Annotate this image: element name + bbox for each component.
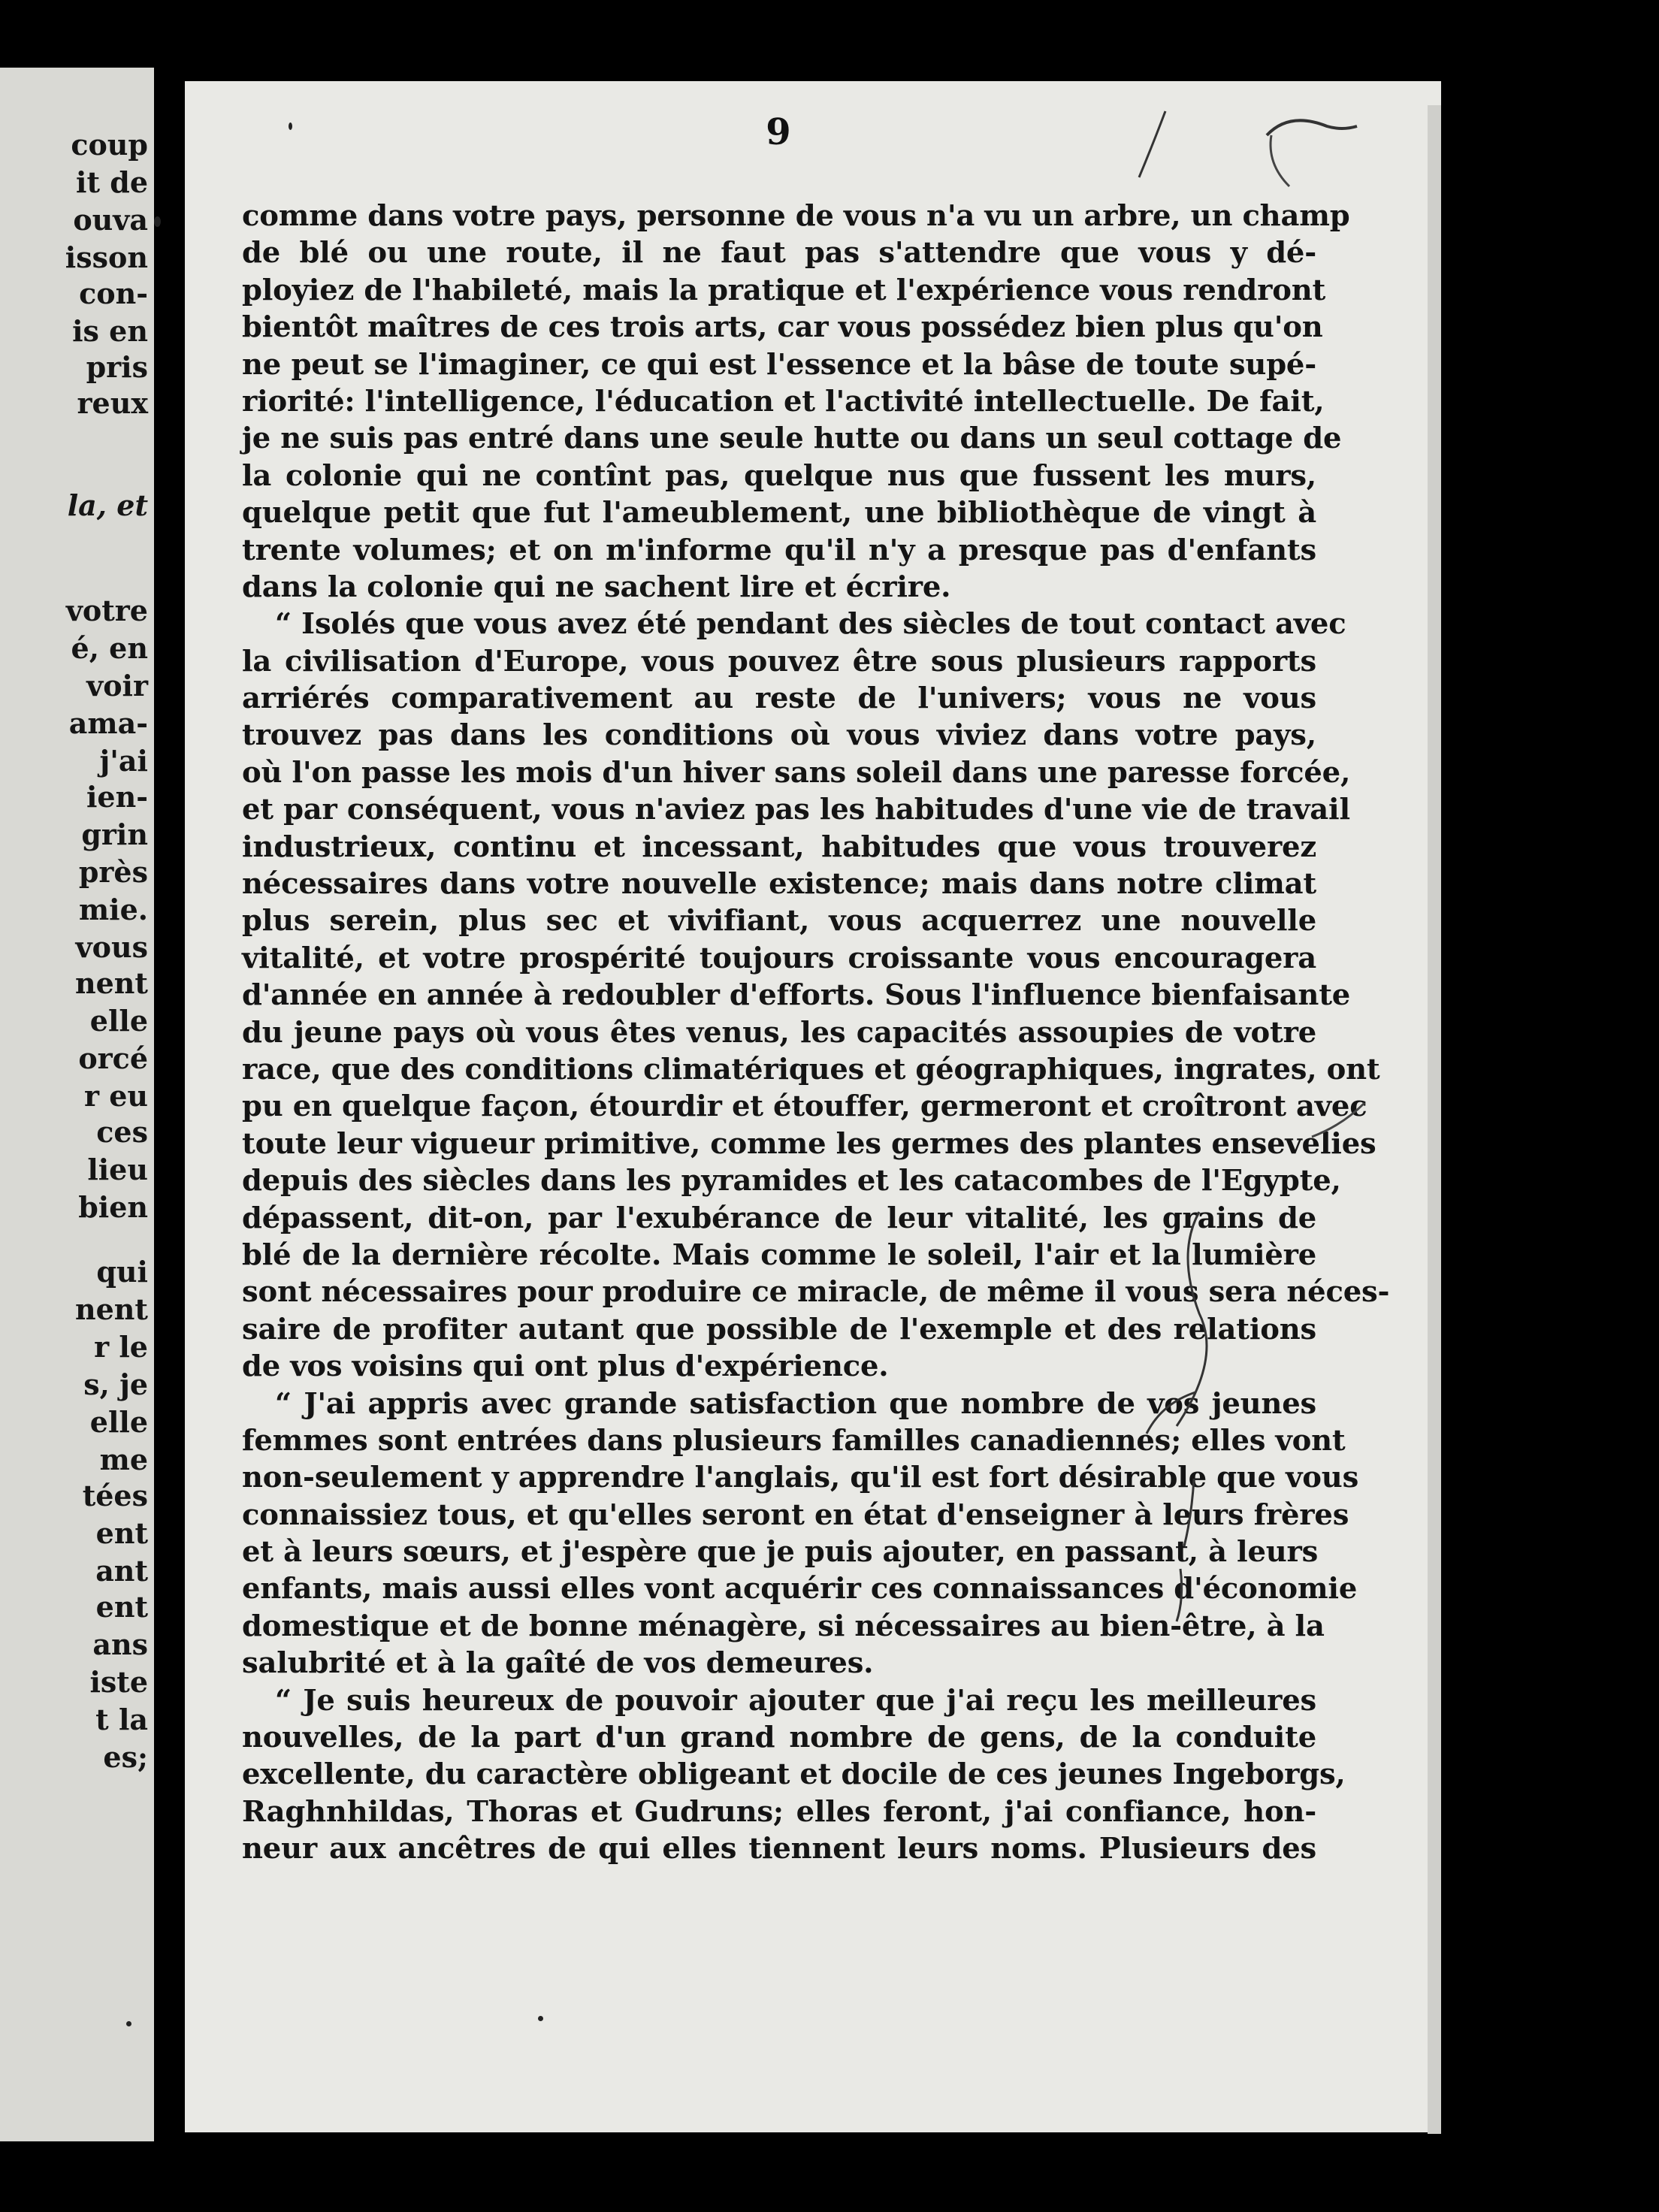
left-page-fragment: it de xyxy=(76,165,148,199)
left-page-fragment: nent xyxy=(75,1292,148,1326)
left-page-fragment: mie. xyxy=(78,893,148,926)
left-page-fragment: j'ai xyxy=(99,744,148,778)
page-number: 9 xyxy=(766,111,791,153)
text-line: nécessaires dans votre nouvelle existence; mais dans notre climat xyxy=(242,867,1316,902)
left-page-fragment: ama- xyxy=(68,706,148,740)
text-line: ployiez de l'habileté, mais la pratique et l'expérience vous rendront xyxy=(242,273,1326,307)
text-line: où l'on passe les mois d'un hiver sans soleil dans une paresse forcée, xyxy=(242,755,1351,790)
left-page-fragment: ien- xyxy=(86,780,148,814)
text-line: de vos voisins qui ont plus d'expérience. xyxy=(242,1349,889,1384)
text-line: dans la colonie qui ne sachent lire et écrire. xyxy=(242,570,951,604)
text-line: ne peut se l'imaginer, ce qui est l'essence et la bâse de toute supé- xyxy=(242,347,1316,382)
text-line: de blé ou une route, il ne faut pas s'attendre que vous y dé- xyxy=(242,236,1316,270)
left-page-fragment: voir xyxy=(86,669,148,703)
text-line: dépassent, dit-on, par l'exubérance de leur vitalité, les grains de xyxy=(242,1201,1316,1235)
text-line: salubrité et à la gaîté de vos demeures. xyxy=(242,1646,874,1681)
left-page-fragment: votre xyxy=(65,594,148,627)
left-page-fragment: ces xyxy=(96,1115,148,1149)
left-page-fragment: qui xyxy=(96,1255,148,1289)
left-page-fragment: lieu xyxy=(87,1153,148,1186)
left-page-fragment: reux xyxy=(77,386,148,420)
left-page-fragment: elle xyxy=(89,1405,148,1439)
text-line: la colonie qui ne contînt pas, quelque nus que fussent les murs, xyxy=(242,458,1316,493)
text-line: plus serein, plus sec et vivifiant, vous acquerrez une nouvelle xyxy=(242,904,1316,938)
text-line: “ Isolés que vous avez été pendant des siècles de tout contact avec xyxy=(275,607,1346,642)
text-line: race, que des conditions climatériques et géographiques, ingrates, ont xyxy=(242,1052,1380,1086)
left-page-fragment: me xyxy=(99,1443,148,1476)
left-facing-page xyxy=(0,68,154,2141)
left-page-fragment: ouva xyxy=(73,203,148,237)
text-line: trouvez pas dans les conditions où vous viviez dans votre pays, xyxy=(242,718,1316,753)
left-page-fragment: con- xyxy=(79,276,148,310)
left-page-fragment: elle xyxy=(89,1004,148,1038)
body-text xyxy=(242,198,1390,1868)
left-page-fragment: r le xyxy=(94,1330,148,1364)
left-page-fragment: ant xyxy=(95,1554,148,1588)
text-line: bientôt maîtres de ces trois arts, car vous possédez bien plus qu'on xyxy=(242,310,1323,345)
text-line: industrieux, continu et incessant, habitudes que vous trouverez xyxy=(242,830,1316,864)
text-line: domestique et de bonne ménagère, si nécessaires au bien-être, à la xyxy=(242,1609,1325,1643)
left-page-fragment: é, en xyxy=(71,631,148,665)
text-line: enfants, mais aussi elles vont acquérir ces connaissances d'économie xyxy=(242,1572,1358,1606)
left-page-fragment: tées xyxy=(82,1479,148,1512)
text-line: d'année en année à redoubler d'efforts. Sous l'influence bienfaisante xyxy=(242,978,1351,1013)
text-line: neur aux ancêtres de qui elles tiennent leurs noms. Plusieurs des xyxy=(242,1832,1316,1866)
text-line: trente volumes; et on m'informe qu'il n'y a presque pas d'enfants xyxy=(242,533,1316,567)
text-line: non-seulement y apprendre l'anglais, qu'il est fort désirable que vous xyxy=(242,1461,1359,1495)
margin-speck xyxy=(289,122,292,130)
text-line: blé de la dernière récolte. Mais comme le soleil, l'air et la lumière xyxy=(242,1237,1316,1272)
left-page-fragment: s, je xyxy=(83,1367,148,1401)
text-line: et par conséquent, vous n'aviez pas les habitudes d'une vie de travail xyxy=(242,793,1350,827)
text-line: “ J'ai appris avec grande satisfaction que nombre de vos jeunes xyxy=(275,1386,1316,1421)
text-line: excellente, du caractère obligeant et docile de ces jeunes Ingeborgs, xyxy=(242,1757,1346,1792)
text-line: du jeune pays où vous êtes venus, les capacités assoupies de votre xyxy=(242,1015,1316,1050)
text-line: je ne suis pas entré dans une seule hutte ou dans un seul cottage de xyxy=(242,422,1342,456)
left-page-fragment: nent xyxy=(75,966,148,1000)
text-line: Raghnhildas, Thoras et Gudruns; elles feront, j'ai confiance, hon- xyxy=(242,1794,1316,1829)
text-line: “ Je suis heureux de pouvoir ajouter que j'ai reçu les meilleures xyxy=(275,1683,1316,1718)
text-line: connaissiez tous, et qu'elles seront en état d'enseigner à leurs frères xyxy=(242,1497,1349,1532)
left-page-fragment: coup xyxy=(71,128,148,162)
text-line: la civilisation d'Europe, vous pouvez être sous plusieurs rapports xyxy=(242,644,1316,678)
right-page xyxy=(185,81,1441,2132)
text-line: saire de profiter autant que possible de l'exemple et des relations xyxy=(242,1312,1316,1346)
text-line: vitalité, et votre prospérité toujours croissante vous encouragera xyxy=(242,941,1316,975)
left-margin-speck xyxy=(154,216,161,227)
left-page-fragment: isson xyxy=(65,240,148,274)
left-page-fragment: vous xyxy=(75,930,148,964)
page-edge xyxy=(1428,105,1441,2134)
left-margin-speck xyxy=(126,2021,131,2026)
text-line: femmes sont entrées dans plusieurs familles canadiennes; elles vont xyxy=(242,1423,1346,1458)
text-line: et à leurs sœurs, et j'espère que je puis ajouter, en passant, à leurs xyxy=(242,1535,1319,1570)
text-line: toute leur vigueur primitive, comme les germes des plantes ensevelies xyxy=(242,1126,1376,1161)
text-line: nouvelles, de la part d'un grand nombre de gens, de la conduite xyxy=(242,1721,1316,1755)
text-line: depuis des siècles dans les pyramides et les catacombes de l'Egypte, xyxy=(242,1164,1341,1198)
left-page-fragment: es; xyxy=(103,1740,148,1774)
left-page-fragment: près xyxy=(78,855,148,889)
text-line: riorité: l'intelligence, l'éducation et l'activité intellectuelle. De fait, xyxy=(242,384,1325,419)
left-page-fragment: grin xyxy=(81,817,148,851)
left-page-fragment: ans xyxy=(92,1627,148,1661)
text-line: pu en quelque façon, étourdir et étouffer, germeront et croîtront avec xyxy=(242,1089,1367,1124)
left-page-fragment: la, et xyxy=(67,488,148,522)
text-line: comme dans votre pays, personne de vous n'a vu un arbre, un champ xyxy=(242,199,1350,233)
text-line: arriérés comparativement au reste de l'univers; vous ne vous xyxy=(242,681,1316,716)
left-page-fragment: is en xyxy=(72,314,148,348)
left-page-fragment: orcé xyxy=(78,1041,148,1075)
text-line: quelque petit que fut l'ameublement, une bibliothèque de vingt à xyxy=(242,496,1316,530)
left-page-fragment: t la xyxy=(95,1703,148,1736)
left-page-fragment: ent xyxy=(95,1590,148,1624)
left-page-fragment: bien xyxy=(78,1190,148,1224)
left-page-fragment: ent xyxy=(95,1516,148,1550)
text-line: sont nécessaires pour produire ce miracle, de même il vous sera néces- xyxy=(242,1275,1390,1310)
left-page-fragment: r eu xyxy=(83,1079,148,1113)
left-page-fragment: pris xyxy=(86,350,148,384)
book-gutter xyxy=(154,0,188,2212)
margin-speck xyxy=(538,2016,543,2021)
left-page-fragment: iste xyxy=(89,1665,148,1699)
